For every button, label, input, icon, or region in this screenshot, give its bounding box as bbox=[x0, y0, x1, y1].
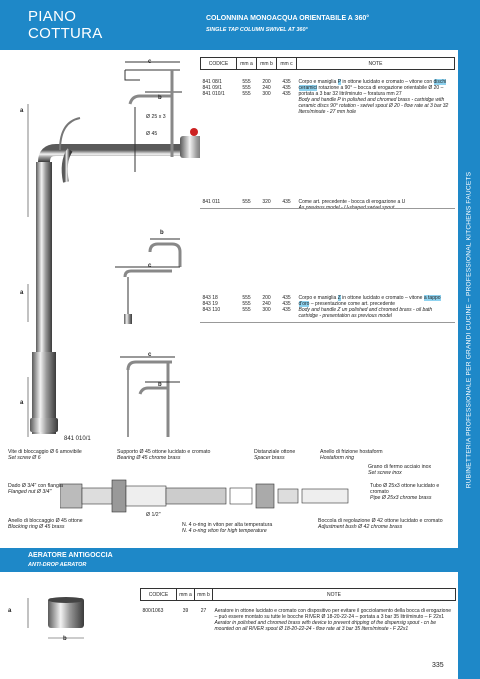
aerator-dim-b: b bbox=[63, 636, 67, 642]
aerator-table bbox=[140, 588, 456, 633]
part-blocking-ring: Anello di bloccaggio Ø 45 ottone Blocking ring Ø 45 brass bbox=[8, 518, 83, 531]
section-title-line2: COTTURA bbox=[28, 25, 103, 42]
diameter-25-label: Ø 25 x 3 bbox=[146, 114, 166, 120]
dim-b-label-1: b bbox=[158, 95, 162, 101]
part-flanged-nut: Dado Ø 3/4" con flangia Flanged nut Ø 3/4" bbox=[8, 483, 63, 496]
product-title: COLONNINA MONOACQUA ORIENTABILE A 360° bbox=[206, 15, 370, 22]
part-o-ring: N. 4 o-ring in viton per alta temperatura N. 4 o-ring viton for high temperature bbox=[182, 522, 273, 535]
header-right-panel bbox=[200, 0, 458, 50]
dim-a-label-2: a bbox=[20, 290, 24, 296]
part-half-inch: Ø 1/2" bbox=[146, 512, 161, 518]
col-b: mm b bbox=[195, 589, 213, 601]
part-bearing: Supporto Ø 45 ottone lucidato e cromato Bearing Ø 45 chrome brass bbox=[117, 449, 211, 462]
dim-c-label-1: c bbox=[148, 59, 152, 65]
row-divider bbox=[200, 208, 455, 209]
aerator-drawing bbox=[18, 594, 118, 654]
col-b: mm b bbox=[257, 58, 277, 70]
col-a: mm a bbox=[177, 589, 195, 601]
section2-subtitle: ANTI-DROP AERATOR bbox=[28, 562, 87, 568]
note-cell: Corpo e maniglia P in ottone lucidato e cromato – vitone con dischi ceramici rotazione a 90° – bocca di erogazione orientabile Ø 20 – portata a 3 bar 32 litri/minuto – foratura mm 27 Body and handle P in polished and chromed brass - cartridge with ceramic discs 90° rotation - swivel spout Ø 20 - flow rate at 3 bar 32 liters/minute - 27 mm hole bbox=[298, 78, 449, 115]
table-row: 841 08/1 841 09/1 841 010/1 555 555 555 200 240 300 435 435 435 Corpo e maniglia P in ottone lucidato e cromato – vitone con dischi ceramici rotazione a 90° – bocca di erogazione orientabile Ø 20 – portata a 3 bar 32 litri/minuto – foratura mm 27 Body and handle P in polished and chromed brass - cartridge with ceramic discs 90° rotation - swivel spout Ø 20 - flow rate at 3 bar 32 liters/minute - 27 mm hole bbox=[201, 78, 455, 116]
table-row: 800/1063 39 27 Aeratore in ottone lucidato e cromato con dispositivo per evitare il gocciolamento della bocca di erogazione – può essere montato su tutte le bocche RIVER Ø 18-20-22-24 – portata a 3 bar 35 litri/minuto – F 22x1 Aerator in polished and chromed brass with device to prevent dripping of the dispensig spout - cn be mounted on all RIVER spout Ø 18-20-22-24 - flow rate at 3 bar 35 liters/minute - F 22x1 bbox=[141, 607, 456, 633]
table-row: 841 011 555 320 435 Come art. precedente - bocca di erogazione a U As previous model - U-shaped swivel spout bbox=[201, 198, 455, 212]
spout-tip bbox=[65, 150, 70, 182]
base-nut bbox=[30, 418, 58, 432]
col-code: CODICE bbox=[201, 58, 237, 70]
note-cell: Aeratore in ottone lucidato e cromato con dispositivo per evitare il gocciolamento della bocca di erogazione – può essere montato su tutte le bocche RIVER Ø 18-20-22-24 – portata a 3 bar 35 litri/minuto – F 22x1 Aerator in polished and chromed brass with device to prevent dripping of the dispensig spout - cn be mounted on all RIVER spout Ø 18-20-22-24 - flow rate at 3 bar 35 liters/minute - F 22x1 bbox=[214, 607, 452, 632]
sidebar-vertical-text: RUBINETTERIA PROFESSIONALE PER GRANDI CUCINE – PROFESSIONAL KITCHENS FAUCETS bbox=[465, 171, 473, 489]
part-adjustment-bush: Boccola di regolazione Ø 42 ottone lucidato e cromato Adjustment bush Ø 42 chrome brass bbox=[318, 518, 443, 531]
dim-c-label-2: c bbox=[148, 263, 152, 269]
section2-title: AERATORE ANTIGOCCIA bbox=[28, 552, 113, 559]
section2-header bbox=[0, 548, 458, 572]
dim-a-label-1: a bbox=[20, 108, 24, 114]
aerator-table-header bbox=[141, 589, 456, 601]
part-set-screw: Vite di bloccaggio Ø 6 amovibile Set screw Ø 6 bbox=[8, 449, 82, 462]
sidebar-band bbox=[458, 0, 480, 679]
spec-table bbox=[200, 57, 455, 320]
dim-b-label-2: b bbox=[160, 230, 164, 236]
header-left-panel bbox=[0, 0, 200, 50]
valve-body bbox=[180, 136, 200, 158]
col-note: NOTE bbox=[297, 58, 455, 70]
part-inox-screw: Grano di fermo acciaio inox Set screw inox bbox=[368, 464, 432, 477]
parts-exploded-diagram bbox=[60, 474, 350, 520]
small-drawing-841-011 bbox=[115, 239, 180, 324]
dim-b-label-3: b bbox=[158, 382, 162, 388]
spec-table-header bbox=[201, 58, 455, 70]
section-title-line1: PIANO bbox=[28, 8, 77, 25]
red-indicator-icon bbox=[190, 128, 198, 136]
diameter-45-label: Ø 45 bbox=[146, 131, 158, 137]
part-spacer: Distanziale ottone Spacer brass bbox=[254, 449, 296, 462]
small-drawing-843 bbox=[120, 357, 180, 437]
page-number: 335 bbox=[432, 662, 444, 669]
note-cell: Come art. precedente - bocca di erogazione a U As previous model - U-shaped swivel spout bbox=[298, 198, 406, 211]
product-subtitle: SINGLE TAP COLUMN SWIVEL AT 360° bbox=[206, 27, 308, 33]
part-pipe: Tubo Ø 25x3 ottone lucidato e cromato Pipe Ø 25x3 chrome brass bbox=[370, 483, 440, 502]
row-divider bbox=[200, 322, 455, 323]
dim-a-label-3: a bbox=[20, 400, 24, 406]
col-a: mm a bbox=[237, 58, 257, 70]
table-row: 843 18 843 19 843 110 555 555 555 200 240 300 435 435 435 Corpo e maniglia Z in ottone lucidato e cromato – vitone a tappo d'oro – presentazione come art. precedente Body and handle Z un polished and chromed brass - oil bath cartridge - presentation as previous model bbox=[201, 294, 455, 320]
col-code: CODICE bbox=[141, 589, 177, 601]
aerator-dim-a: a bbox=[8, 608, 12, 614]
col-c: mm c bbox=[277, 58, 297, 70]
model-code-label: 841 010/1 bbox=[64, 436, 91, 442]
col-note: NOTE bbox=[213, 589, 456, 601]
part-friction-ring: Anello di frizione hostaform Hostaform ring bbox=[320, 449, 383, 462]
note-cell: Corpo e maniglia Z in ottone lucidato e cromato – vitone a tappo d'oro – presentazione come art. precedente Body and handle Z un polished and chromed brass - oil bath cartridge - presentation as previous model bbox=[298, 294, 441, 319]
dim-c-label-3: c bbox=[148, 352, 152, 358]
faucet-drawing bbox=[0, 52, 200, 447]
